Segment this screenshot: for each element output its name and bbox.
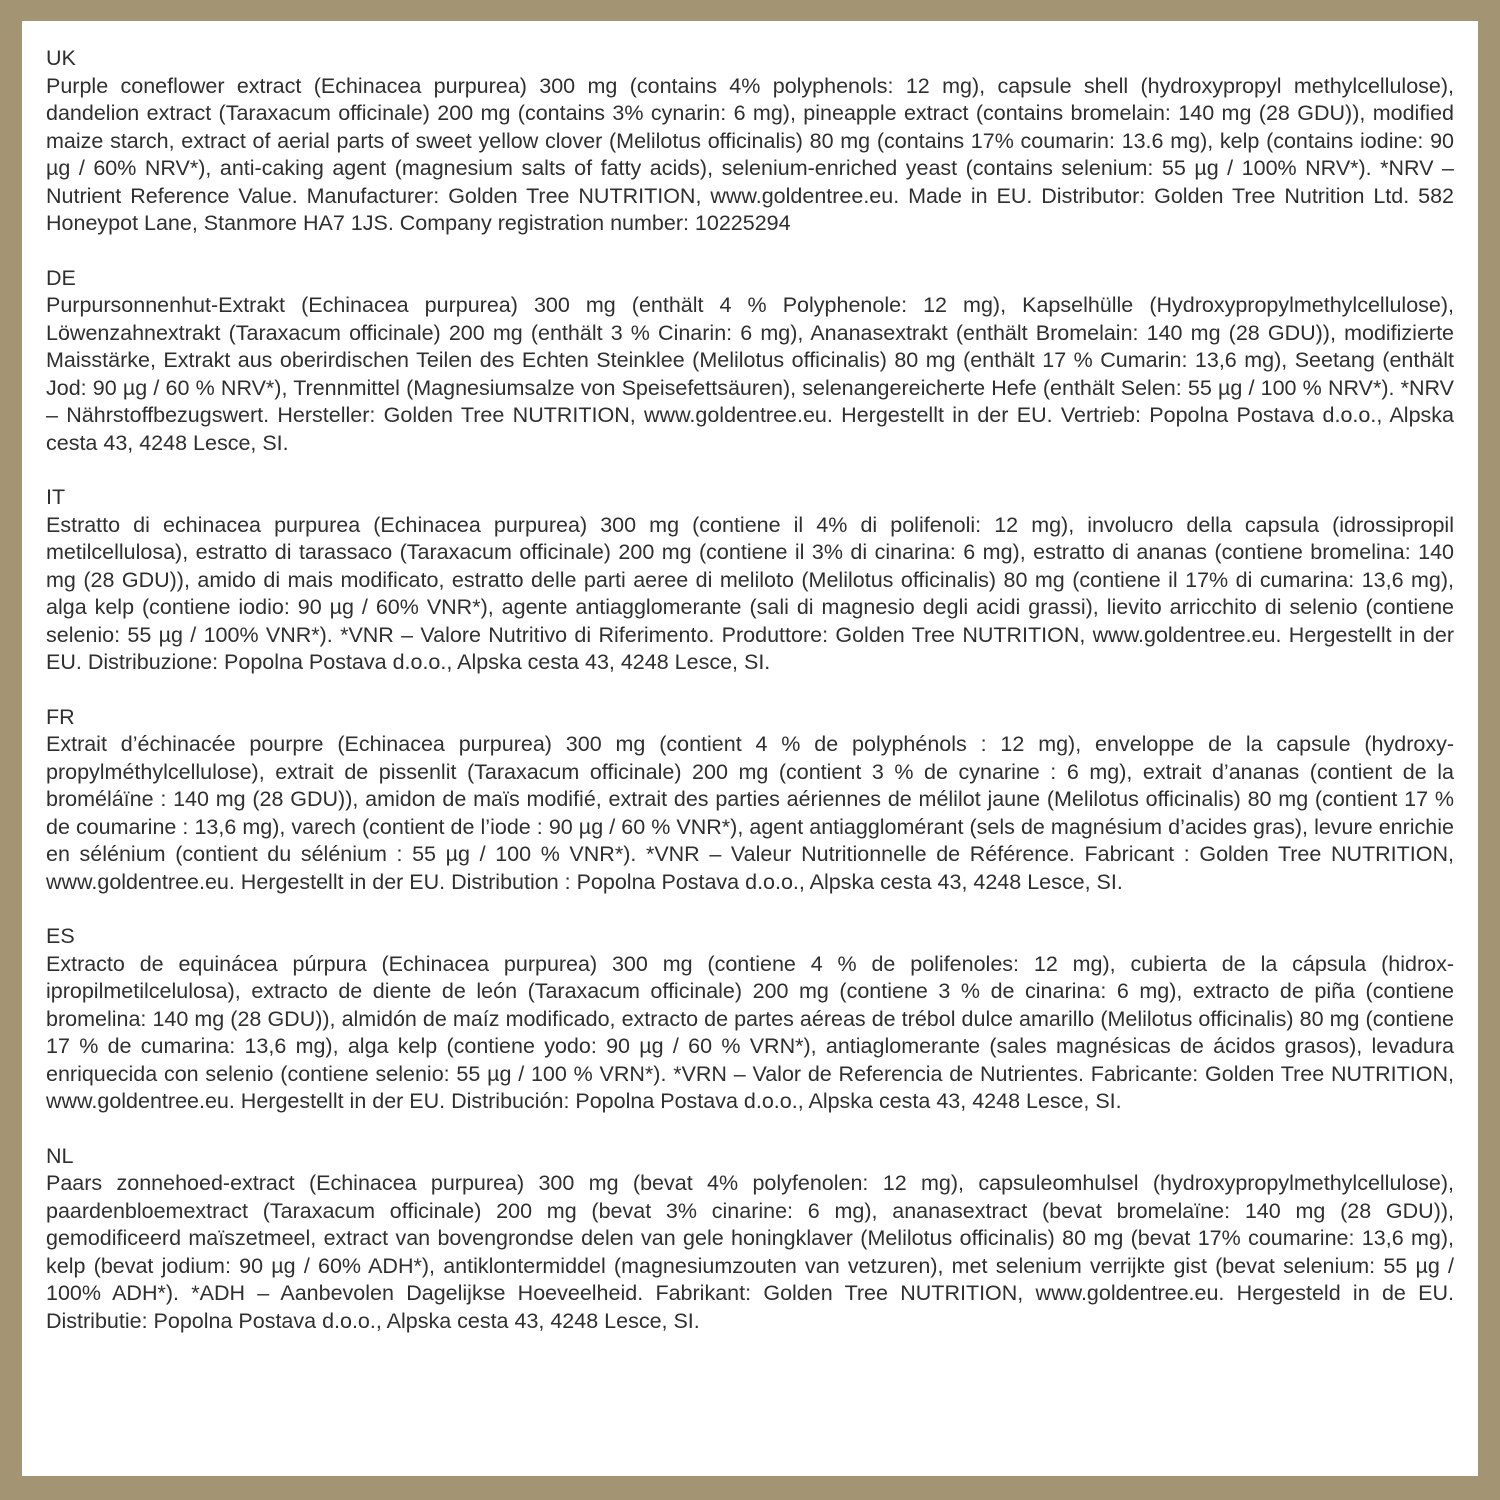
ingredients-text: Extracto de equinácea púrpura (Echinacea purpurea) 300 mg (contiene 4 % de polifenoles: 12 mg), cubierta de la cápsula (hidroxipropilmetilcelulosa), extracto de diente de león (Taraxacum officinale) 200 mg (contiene 3 % de cinarina: 6 mg), extracto de piña (contiene bromelina: 140 mg (28 GDU)), almidón de maíz modificado, extracto de partes aéreas de trébol dulce amarillo (Melilotus officinalis) 80 mg (contiene 17 % de cumarina: 13,6 mg), alga kelp (contiene yodo: 90 µg / 60 % VRN*), antiaglomerante (sales magnésicas de ácidos grasos), levadura enriquecida con selenio (contiene selenio: 55 µg / 100 % VRN*). *VRN – Valor de Referencia de Nutrientes. Fabricante: Golden Tree NUTRITION, www.goldentree.eu. Hergestellt in der EU. Distribución: Popolna Postava d.o.o., Alpska cesta 43, 4248 Lesce, SI. — [46, 951, 1454, 1113]
language-code: NL — [46, 1143, 74, 1168]
language-code: ES — [46, 924, 75, 948]
ingredients-text: Purple coneflower extract (Echinacea purpurea) 300 mg (contains 4% polyphenols: 12 mg), capsule shell (hydroxypropyl methylcellulose), dandelion extract (Taraxacum officinale) 200 mg (contains 3% cynarin: 6 mg), pineapple extract (contains bromelain: 140 mg (28 GDU)), modified maize starch, extract of aerial parts of sweet yellow clover (Melilotus officinalis) 80 mg (contains 17% coumarin: 13.6 mg), kelp (contains iodine: 90 µg / 60% NRV*), anti-caking agent (magnesium salts of fatty acids), selenium-enriched yeast (contains selenium: 55 µg / 100% NRV*). *NRV – Nutrient Reference Value. Manufacturer: Golden Tree NUTRITION, www.goldentree.eu. Made in EU. Distributor: Golden Tree Nutrition Ltd. 582 Honeypot Lane, Stanmore HA7 1JS. Company registration number: 10225294 — [46, 73, 1454, 235]
ingredients-text: Purpursonnenhut-Extrakt (Echinacea purpurea) 300 mg (enthält 4 % Polyphenole: 12 mg), Kapselhülle (Hydroxypropylmethylcellulose), Löwenzahnextrakt (Taraxacum officinale) 200 mg (enthält 3 % Cinarin: 6 mg), Ananasextrakt (enthält Bromelain: 140 mg (28 GDU)), modifizierte Maisstärke, Extrakt aus oberirdischen Teilen des Echten Steinklee (Melilotus officinalis) 80 mg (enthält 17 % Cumarin: 13,6 mg), Seetang (enthält Jod: 90 µg / 60 % NRV*), Trennmittel (Magnesiumsalze von Speisefettsäuren), selenangereicherte Hefe (enthält Selen: 55 µg / 100 % NRV*). *NRV – Nährstoffbezugswert. Hersteller: Golden Tree NUTRITION, www.goldentree.eu. Hergestellt in der EU. Vertrieb: Popolna Postava d.o.o., Alpska cesta 43, 4248 Lesce, SI. — [46, 293, 1454, 455]
ingredients-text: Extrait d’échinacée pourpre (Echinacea purpurea) 300 mg (contient 4 % de polyphénols : 12 mg), enveloppe de la capsule (hydroxypropylméthylcellulose), extrait de pissenlit (Taraxacum officinale) 200 mg (contient 3 % de cynarine : 6 mg), extrait d’ananas (contient de la broméláïne : 140 mg (28 GDU)), amidon de maïs modifié, extrait des parties aériennes de mélilot jaune (Melilotus officinalis) 80 mg (contient 17 % de coumarine : 13,6 mg), varech (contient de l’iode : 90 µg / 60 % VNR*), agent antiagglomérant (sels de magnésium d’acides gras), levure enrichie en sélénium (contient du sélénium : 55 µg / 100 % VNR*). *VNR – Valeur Nutritionnelle de Référence. Fabricant : Golden Tree NUTRITION, www.goldentree.eu. Hergestellt in der EU. Distribution : Popolna Postava d.o.o., Alpska cesta 43, 4248 Lesce, SI. — [46, 732, 1454, 894]
ingredients-text: Paars zonnehoed-extract (Echinacea purpurea) 300 mg (bevat 4% polyfenolen: 12 mg), capsuleomhulsel (hydroxypropylmethylcellulose), paardenbloemextract (Taraxacum officinale) 200 mg (bevat 3% cinarine: 6 mg), ananasextract (bevat bromelaïne: 140 mg (28 GDU)), gemodificeerd maïszetmeel, extract van bovengrondse delen van gele honingklaver (Melilotus officinalis) 80 mg (bevat 17% coumarine: 13,6 mg), kelp (bevat jodium: 90 µg / 60% ADH*), antiklontermiddel (magnesiumzouten van vetzuren), met selenium verrijkte gist (bevat selenium: 55 µg / 100% ADH*). *ADH – Aanbevolen Dagelijkse Hoeveelheid. Fabrikant: Golden Tree NUTRITION, www.goldentree.eu. Hergesteld in de EU. Distributie: Popolna Postava d.o.o., Alpska cesta 43, 4248 Lesce, SI. — [46, 1171, 1454, 1333]
section-it — [46, 484, 1454, 677]
label-text-panel — [22, 21, 1478, 1476]
language-code: FR — [46, 704, 75, 729]
section-fr — [46, 704, 1454, 897]
language-code: IT — [46, 485, 66, 509]
section-nl — [46, 1143, 1454, 1336]
ingredients-text: Estratto di echinacea purpurea (Echinacea purpurea) 300 mg (contiene il 4% di polifenoli: 12 mg), involucro della capsula (idrossipropil metilcellulosa), estratto di tarassaco (Taraxacum officinale) 200 mg (contiene il 3% di cinarina: 6 mg), estratto di ananas (contiene bromelina: 140 mg (28 GDU)), amido di mais modificato, estratto delle parti aeree di meliloto (Melilotus officinalis) 80 mg (contiene il 17% di cumarina: 13,6 mg), alga kelp (contiene iodio: 90 µg / 60% VNR*), agente antiagglomerante (sali di magnesio degli acidi grassi), lievito arricchito di selenio (contiene selenio: 55 µg / 100% VNR*). *VNR – Valore Nutritivo di Riferimento. Produttore: Golden Tree NUTRITION, www.goldentree.eu. Hergestellt in der EU. Distribuzione: Popolna Postava d.o.o., Alpska cesta 43, 4248 Lesce, SI. — [46, 512, 1454, 674]
language-code: DE — [46, 265, 76, 290]
section-uk — [46, 45, 1454, 238]
section-es — [46, 923, 1454, 1116]
section-de — [46, 265, 1454, 458]
language-code: UK — [46, 46, 76, 70]
